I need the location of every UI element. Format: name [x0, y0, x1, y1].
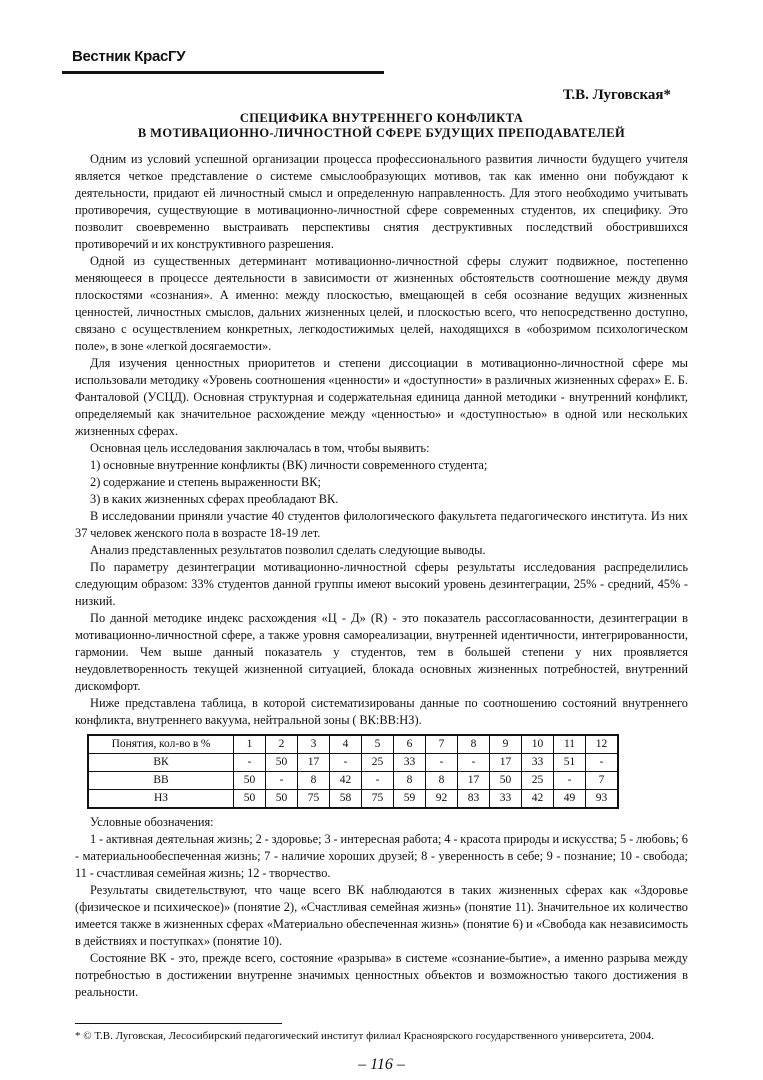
page-number: – 116 – — [358, 1056, 405, 1073]
table-cell: 8 — [394, 772, 426, 790]
table-cell: 25 — [522, 772, 554, 790]
table-cell: 7 — [426, 735, 458, 754]
table-cell: ВВ — [88, 772, 234, 790]
table-cell: 6 — [394, 735, 426, 754]
table-cell: 8 — [298, 772, 330, 790]
table-header-row — [88, 735, 618, 754]
journal-title: Вестник КрасГУ — [72, 48, 186, 65]
paragraph: Состояние ВК - это, прежде всего, состояние «разрыва» в системе «сознание-бытие», а именно разрыва между потребностью в достижении внутренне значимых ценностных объектов и возможностью такого достижения в реальности. — [75, 951, 688, 999]
table-cell: - — [330, 754, 362, 772]
paragraph: Результаты свидетельствуют, что чаще всего ВК наблюдаются в таких жизненных сферах как «Здоровье (физическое и психическое)» (понятие 2), «Счастливая семейная жизнь» (понятие 11). Значительное их количество имеется также в жизненных сферах «Материально обеспеченная жизнь» (понятие 6) и «Свобода как независимость в действиях и поступках» (понятие 10). — [75, 883, 688, 948]
table-cell: 12 — [586, 735, 619, 754]
table-cell: - — [266, 772, 298, 790]
paragraph: По данной методике индекс расхождения «Ц - Д» (R) - это показатель рассогласованности, дезинтеграции в мотивационно-личностной сфере, а также уровня самореализации, внутренней идентичности, интегрированности, гармонии. Чем выше данный показатель у студентов, тем в большей степени у них проявляется неудовлетворенность текущей жизненной ситуацией, блокада основных жизненных потребностей, внутренний дискомфорт. — [75, 611, 688, 693]
table-cell: 33 — [394, 754, 426, 772]
footnote-rule — [75, 1023, 282, 1024]
article-body — [75, 151, 688, 1001]
table-cell: - — [362, 772, 394, 790]
table-cell: 42 — [330, 772, 362, 790]
table-cell: 2 — [266, 735, 298, 754]
table-cell: 11 — [554, 735, 586, 754]
paragraph: Одним из условий успешной организации процесса профессионального развития личности будущего учителя является четкое представление о системе смыслообразующих мотивов, так как именно они побуждают к деятельности, придают ей личностный смысл и определенную направленность. Для этого необходимо учитывать противоречия, существующие в мотивационно-личностной сфере современных студентов, их специфику. Это позволит своевременно выстраивать перспективы снятия деструктивных последствий обострившихся противоречий и их конструктивного разрешения. — [75, 152, 688, 251]
table-cell: - — [426, 754, 458, 772]
table-cell: 8 — [458, 735, 490, 754]
table-cell: 50 — [234, 772, 266, 790]
paragraph: 1) основные внутренние конфликты (ВК) личности современного студента; — [90, 458, 488, 472]
table-cell: 59 — [394, 790, 426, 809]
title-line: В МОТИВАЦИОННО-ЛИЧНОСТНОЙ СФЕРЕ БУДУЩИХ ПРЕПОДАВАТЕЛЕЙ — [137, 126, 626, 140]
table-cell: 7 — [586, 772, 619, 790]
table-cell: ВК — [88, 754, 234, 772]
results-table — [87, 734, 619, 809]
table-cell: 49 — [554, 790, 586, 809]
paragraph: 2) содержание и степень выраженности ВК; — [90, 475, 321, 489]
table-cell: 92 — [426, 790, 458, 809]
table-cell: 33 — [522, 754, 554, 772]
table-row — [88, 772, 618, 790]
title-line: СПЕЦИФИКА ВНУТРЕННЕГО КОНФЛИКТА — [239, 111, 524, 125]
table-row — [88, 790, 618, 809]
table-cell: 51 — [554, 754, 586, 772]
paragraph: Условные обозначения: — [90, 815, 214, 829]
article-title — [75, 111, 688, 141]
table-cell: 33 — [490, 790, 522, 809]
table-cell: 10 — [522, 735, 554, 754]
paragraph: Ниже представлена таблица, в которой систематизированы данные по соотношению состояний внутреннего конфликта, внутреннего вакуума, нейтральной зоны ( ВК:ВВ:НЗ). — [75, 696, 688, 727]
paragraph: 1 - активная деятельная жизнь; 2 - здоровье; 3 - интересная работа; 4 - красота природы и искусства; 5 - любовь; 6 - материальнообеспеченная жизнь; 7 - наличие хороших друзей; 8 - уверенность в себе; 9 - познание; 10 - свобода; 11 - счастливая семейная жизнь; 12 - творчество. — [75, 832, 688, 880]
paragraph: Одной из существенных детерминант мотивационно-личностной сферы служит подвижное, постепенно меняющееся в процессе деятельности в зависимости от жизненных обстоятельств соотношение между двумя плоскостями «сознания». А именно: между плоскостью, вмещающей в себя осознание ведущих жизненных ценностей, личностных смыслов, дальних жизненных целей, и плоскостью всего, что непосредственно доступно, связано с осуществлением конкретных, легкодостижимых целей, находящихся в «обозримом психологическом поле», в зоне «легкой досягаемости». — [75, 254, 688, 353]
table-cell: 9 — [490, 735, 522, 754]
table-cell: НЗ — [88, 790, 234, 809]
table-cell: 83 — [458, 790, 490, 809]
table-cell: 25 — [362, 754, 394, 772]
table-cell: 17 — [490, 754, 522, 772]
table-cell: 1 — [234, 735, 266, 754]
table-cell: - — [234, 754, 266, 772]
table-cell: 50 — [266, 754, 298, 772]
header-rule — [62, 71, 384, 74]
paragraph: 3) в каких жизненных сферах преобладают ВК. — [90, 492, 339, 506]
table-cell: 42 — [522, 790, 554, 809]
table-cell: - — [586, 754, 619, 772]
table-cell: 93 — [586, 790, 619, 809]
table-cell: 4 — [330, 735, 362, 754]
table-cell: 17 — [458, 772, 490, 790]
table-cell: 50 — [490, 772, 522, 790]
author-name: Т.В. Луговская* — [562, 87, 671, 103]
table-cell: 50 — [234, 790, 266, 809]
paragraph: В исследовании приняли участие 40 студентов филологического факультета педагогического института. Из них 37 человек женского пола в возрасте 18-19 лет. — [75, 509, 688, 540]
table-cell: 3 — [298, 735, 330, 754]
table-row — [88, 754, 618, 772]
table-cell: 50 — [266, 790, 298, 809]
table-cell: 8 — [426, 772, 458, 790]
page-content — [75, 151, 688, 1074]
table-cell: - — [458, 754, 490, 772]
table-cell: - — [554, 772, 586, 790]
table-cell: 75 — [298, 790, 330, 809]
footnote: * © Т.В. Луговская, Лесосибирский педагогический институт филиал Красноярского государственного университета, 2004. — [75, 1030, 654, 1042]
table-cell: 75 — [362, 790, 394, 809]
paragraph: Для изучения ценностных приоритетов и степени диссоциации в мотивационно-личностной сфере мы использовали методику «Уровень соотношения «ценности» и «доступности» в различных жизненных сферах» Е. Б. Фанталовой (УСЦД). Основная структурная и содержательная единица данной методики - внутренний конфликт, определяемый как значительное расхождение между «ценностью» и «доступностью» в одной или нескольких жизненных сферах. — [75, 356, 688, 438]
table-cell: 5 — [362, 735, 394, 754]
paragraph: Анализ представленных результатов позволил сделать следующие выводы. — [90, 543, 486, 557]
table-cell: 58 — [330, 790, 362, 809]
paragraph: По параметру дезинтеграции мотивационно-личностной сферы результаты исследования распределились следующим образом: 33% студентов данной группы имеют высокий уровень дезинтеграции, 25% - средний, 45% - низкий. — [75, 560, 688, 608]
table-cell: 17 — [298, 754, 330, 772]
table-cell: Понятия, кол-во в % — [88, 735, 234, 754]
paragraph: Основная цель исследования заключалась в том, чтобы выявить: — [90, 441, 430, 455]
